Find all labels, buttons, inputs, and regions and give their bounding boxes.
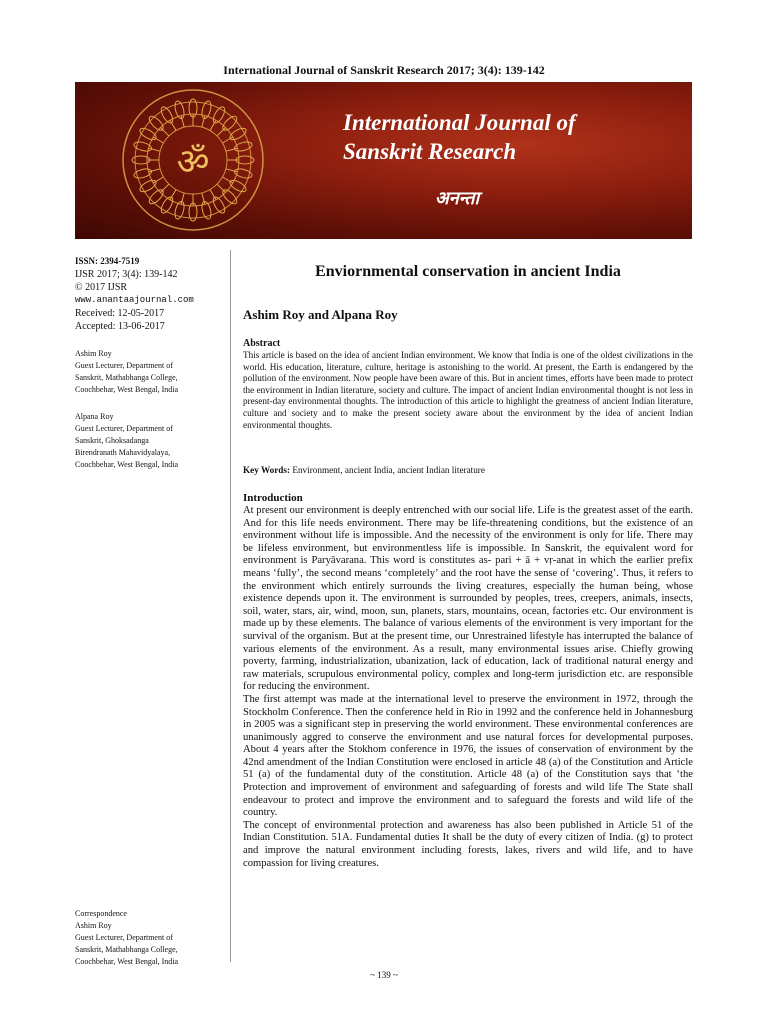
correspondence-name: Ashim Roy bbox=[75, 921, 112, 930]
paragraph: The first attempt was made at the international level to preserve the environment in 1972, through the Stockholm Conference. Then the conference held in Rio in 1992 and the conference held in Johannesburg in 2005 was a significant step in preserving the world environment. These environmental conferences are unanimously aggred to conserve the environment and use natural forces for developmental purposes. About 4 years after the Stokhom conference in 1976, the issues of conservation of environment by the 42nd amendment of the Indian Constitution were enclosed in article 48 (a) of the Constitution and Article 51 (a) of the fundamental duty of the constitution. Article 48 (a) of the Constitution says that ‘the Protection and improvement of environment and safeguarding of forests and wild life The State shall endeavour to protect and improve the environment and to safeguard the forests and wild life of the country. bbox=[243, 693, 693, 819]
affiliation-2 bbox=[75, 411, 225, 471]
correspondence-line: Guest Lecturer, Department of bbox=[75, 933, 173, 942]
svg-text:ॐ: ॐ bbox=[176, 142, 210, 183]
paragraph: At present our environment is deeply entrenched with our social life. Life is the greatest asset of the earth. And for this life needs environment. There may be life-threatening conditions, but the existence of an environment without life is impossible. And the necessity of the environment is only for life. There may be lifeless environment, but environmentless life is impossible. In Sanskrit, the equivalent word for environment is Paryāvarana. This word is constitutes as- pari + ā + vṛ-anat in which the earlier prefix means ‘fully’, the second means ‘completely’ and the root have the sense of ‘covering’. Thus, it refers to the environment which entirely surrounds the living creatures, especially the human being, whose existence depends upon it. The environment is surrounded by peoples, trees, creepers, animals, insects, soil, water, stars, air, wind, moon, sun, planets, stars, mountains, ocean, factories etc. Our environment is made up by these elements. The balance of various elements of the environment is very important for the survival of the organism. But at the present time, our Unrestrained lifestyle has interrupted the balance of various elements of the environment. As a result, many environmental issues arise. Chiefly growing poverty, farming, industrialization, ubanization, lack of education, lack of traditional natural energy and raw materials, scrupulous environmental policy, complex and long-term jurisdiction etc. are responsible for reducing the environment. bbox=[243, 505, 693, 693]
affiliation-1 bbox=[75, 348, 225, 396]
article-title: Enviornmental conservation in ancient India bbox=[315, 263, 621, 280]
affiliation-line: Guest Lecturer, Department of bbox=[75, 424, 173, 433]
keywords bbox=[243, 465, 485, 475]
affiliation-line: Coochbehar, West Bengal, India bbox=[75, 385, 179, 394]
affiliation-line: Guest Lecturer, Department of bbox=[75, 361, 173, 370]
running-head: International Journal of Sanskrit Research 2017; 3(4): 139-142 bbox=[223, 63, 545, 77]
journal-banner bbox=[75, 82, 692, 239]
journal-devanagari-name: अनन्ता bbox=[435, 188, 480, 208]
website-link[interactable]: www.anantaajournal.com bbox=[75, 295, 194, 305]
affiliation-name: Ashim Roy bbox=[75, 349, 112, 358]
affiliation-line: Birendranath Mahavidyalaya, bbox=[75, 448, 171, 457]
affiliation-line: Sanskrit, Mathabhanga College, bbox=[75, 373, 178, 382]
affiliation-line: Coochbehar, West Bengal, India bbox=[75, 460, 179, 469]
correspondence-line: Coochbehar, West Bengal, India bbox=[75, 957, 179, 966]
affiliation-line: Sanskrit, Ghoksadanga bbox=[75, 436, 149, 445]
keywords-text: Environment, ancient India, ancient Indian literature bbox=[292, 465, 485, 475]
article-authors: Ashim Roy and Alpana Roy bbox=[243, 307, 398, 322]
page-number: ~ 139 ~ bbox=[370, 970, 398, 980]
paragraph: The concept of environmental protection and awareness has also been published in Article 51 of the Indian Constitution. 51A. Fundamental duties It shall be the duty of every citizen of India. (g) to protect and improve the natural environment including forests, lakes, rivers and wild life, and to have compassion for living creatures. bbox=[243, 819, 693, 869]
journal-title-line1: International Journal of bbox=[343, 110, 576, 135]
keywords-label: Key Words: bbox=[243, 465, 291, 475]
introduction-body bbox=[243, 505, 693, 870]
journal-title-line2: Sanskrit Research bbox=[343, 139, 517, 164]
column-divider bbox=[230, 250, 231, 962]
om-mandala-icon bbox=[113, 82, 273, 239]
copyright: © 2017 IJSR bbox=[75, 282, 128, 293]
abstract-text: This article is based on the idea of ancient Indian environment. We know that India is one of the oldest civilizations in the world. His education, literature, culture, heritage is astonishing to the world. At present, the Earth is endangered by the pollution of the environment. Now people have been aware of this. But in ancient times, efforts have been made to protect the environment in Indian literature, society and culture. The impact of ancient Indian environmental thought is not less in present-day environmental thoughts. The introduction of this article to highlight the greatness of ancient Indian literature, culture and society and to make the present society aware about the environment by the idea of ancient Indian environmental thoughts. bbox=[243, 350, 693, 430]
issn: ISSN: 2394-7519 bbox=[75, 256, 140, 266]
introduction-heading: Introduction bbox=[243, 492, 303, 504]
affiliation-name: Alpana Roy bbox=[75, 412, 114, 421]
article-meta bbox=[75, 255, 225, 471]
accepted-date: Accepted: 13-06-2017 bbox=[75, 321, 165, 332]
journal-title bbox=[343, 108, 576, 166]
ijsr-citation: IJSR 2017; 3(4): 139-142 bbox=[75, 269, 178, 280]
correspondence-line: Sanskrit, Mathabhanga College, bbox=[75, 945, 178, 954]
abstract-heading: Abstract bbox=[243, 338, 281, 349]
correspondence-label: Correspondence bbox=[75, 909, 127, 918]
received-date: Received: 12-05-2017 bbox=[75, 308, 165, 319]
correspondence bbox=[75, 908, 225, 968]
